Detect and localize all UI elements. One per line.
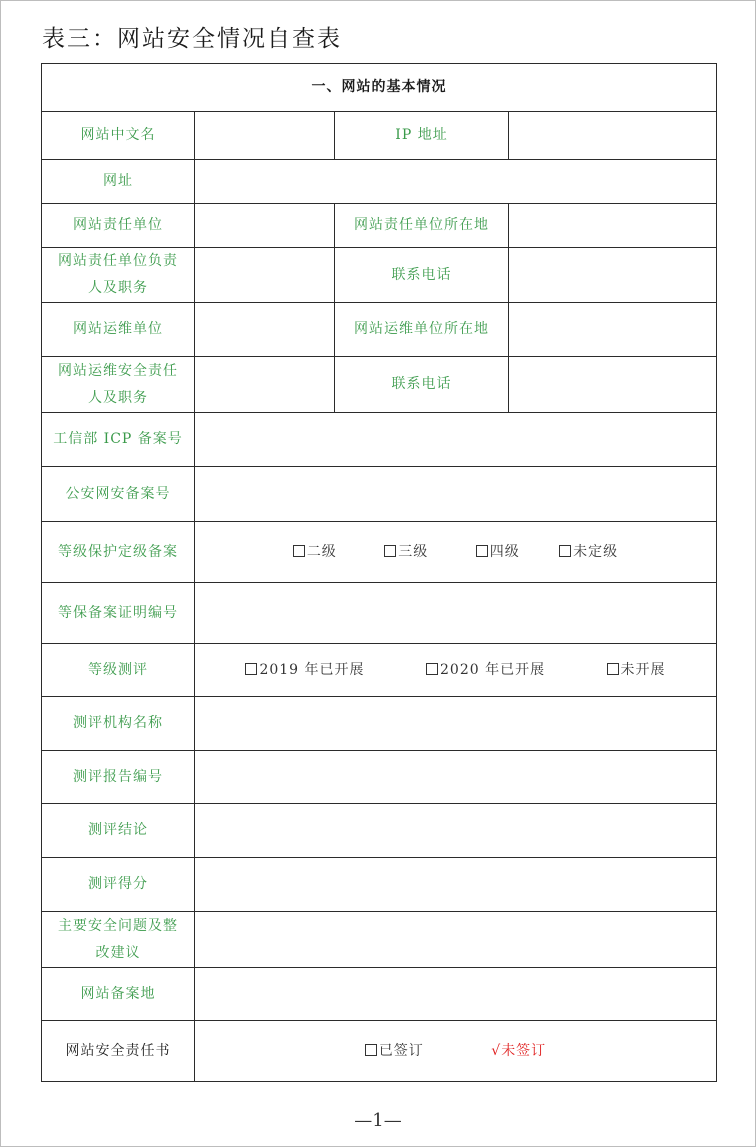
option-level-2[interactable] (293, 539, 337, 566)
label-level-cert: 等保备案证明编号 (42, 583, 195, 644)
checkbox[interactable] (476, 545, 488, 557)
checkbox[interactable] (293, 545, 305, 557)
option-assess-2020[interactable] (426, 657, 545, 684)
field-resp-unit-loc[interactable] (509, 204, 717, 248)
page-title: 表三：网站安全情况自查表 (42, 26, 342, 52)
label-ops-person-line2: 人及职务 (88, 389, 148, 406)
field-ip[interactable] (509, 112, 717, 160)
label-assessment: 等级测评 (42, 644, 195, 697)
option-level-4[interactable] (476, 539, 520, 566)
field-icp[interactable] (195, 413, 717, 467)
label-resp-person (42, 248, 195, 303)
label-issues-line1: 主要安全问题及整 (58, 917, 178, 934)
option-unsigned[interactable] (491, 1038, 546, 1065)
checkbox[interactable] (559, 545, 571, 557)
field-score[interactable] (195, 858, 717, 912)
label-ops-unit-loc: 网站运维单位所在地 (335, 303, 509, 357)
label-psb: 公安网安备案号 (42, 467, 195, 522)
page-number: —1— (354, 1110, 402, 1131)
label-ops-person (42, 357, 195, 413)
label-cn-name: 网站中文名 (42, 112, 195, 160)
label-resp-person-line1: 网站责任单位负责 (58, 253, 178, 269)
label-ops-unit: 网站运维单位 (42, 303, 195, 357)
field-resp-unit[interactable] (195, 204, 335, 248)
option-signed[interactable] (365, 1038, 424, 1065)
label-resp-unit-loc: 网站责任单位所在地 (335, 204, 509, 248)
label-resp-unit: 网站责任单位 (42, 204, 195, 248)
option-label: 未定级 (573, 543, 619, 560)
option-label: 四级 (489, 543, 520, 560)
self-check-table (41, 63, 717, 1082)
option-label: 未签订 (501, 1042, 547, 1059)
label-url: 网址 (42, 160, 195, 204)
option-label: 2019 年已开展 (259, 661, 365, 678)
checkbox[interactable] (245, 663, 257, 675)
label-responsibility: 网站安全责任书 (42, 1021, 195, 1082)
checkbox[interactable] (384, 545, 396, 557)
field-agency[interactable] (195, 697, 717, 751)
level-options (195, 522, 717, 583)
field-ops-unit[interactable] (195, 303, 335, 357)
label-report-no: 测评报告编号 (42, 751, 195, 804)
option-label: 已签订 (378, 1042, 424, 1059)
label-conclusion: 测评结论 (42, 804, 195, 858)
field-ops-person[interactable] (195, 357, 335, 413)
option-label: 二级 (306, 543, 337, 560)
label-score: 测评得分 (42, 858, 195, 912)
option-label: 三级 (398, 543, 429, 560)
field-issues[interactable] (195, 912, 717, 968)
field-resp-person[interactable] (195, 248, 335, 303)
label-icp: 工信部 ICP 备案号 (42, 413, 195, 467)
label-issues-line2: 改建议 (95, 944, 141, 961)
label-level-filing: 等级保护定级备案 (42, 522, 195, 583)
field-ops-unit-loc[interactable] (509, 303, 717, 357)
label-phone-2: 联系电话 (335, 357, 509, 413)
label-ip: IP 地址 (335, 112, 509, 160)
field-phone[interactable] (509, 248, 717, 303)
checkbox[interactable] (607, 663, 619, 675)
field-phone-2[interactable] (509, 357, 717, 413)
option-assess-2019[interactable] (245, 657, 364, 684)
option-level-3[interactable] (384, 539, 428, 566)
responsibility-options (195, 1021, 717, 1082)
label-resp-person-line2: 人及职务 (88, 280, 148, 296)
field-psb[interactable] (195, 467, 717, 522)
label-filing-place: 网站备案地 (42, 968, 195, 1021)
field-level-cert[interactable] (195, 583, 717, 644)
field-url[interactable] (195, 160, 717, 204)
field-conclusion[interactable] (195, 804, 717, 858)
check-mark-icon: √ (491, 1042, 502, 1059)
assessment-options (195, 644, 717, 697)
section-heading: 一、网站的基本情况 (42, 64, 717, 112)
label-agency: 测评机构名称 (42, 697, 195, 751)
checkbox[interactable] (365, 1044, 377, 1056)
label-phone: 联系电话 (335, 248, 509, 303)
option-label: 2020 年已开展 (440, 661, 546, 678)
checkbox[interactable] (426, 663, 438, 675)
field-filing-place[interactable] (195, 968, 717, 1021)
option-level-none[interactable] (559, 539, 618, 566)
field-cn-name[interactable] (195, 112, 335, 160)
option-assess-none[interactable] (607, 657, 666, 684)
field-report-no[interactable] (195, 751, 717, 804)
label-ops-person-line1: 网站运维安全责任 (58, 362, 178, 379)
option-label: 未开展 (620, 661, 666, 678)
label-issues (42, 912, 195, 968)
